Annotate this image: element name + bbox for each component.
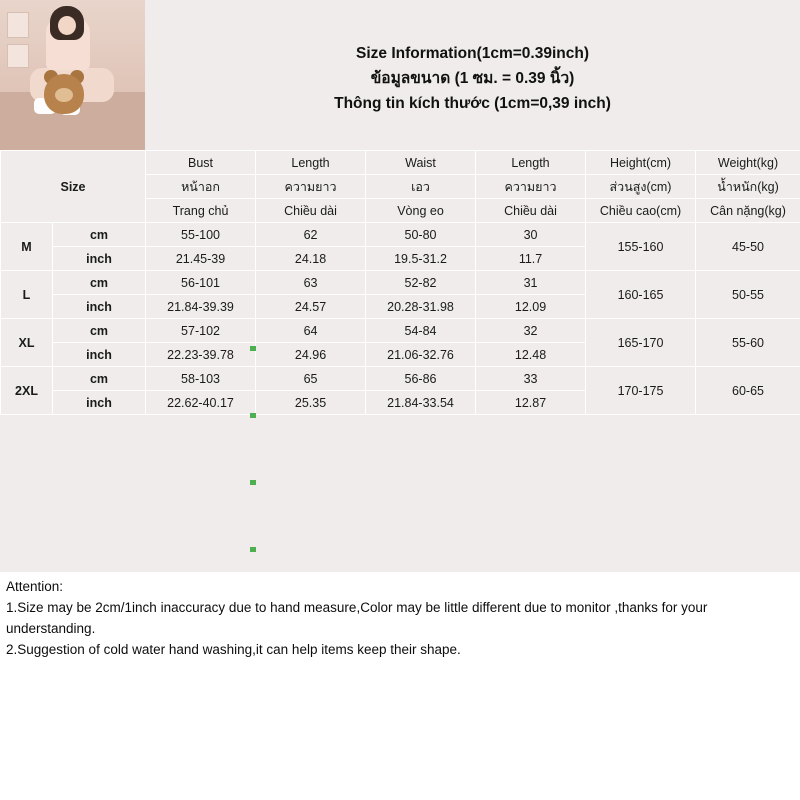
cell-length1-inch-2xl: 25.35	[256, 391, 366, 415]
cell-waist-cm-l: 52-82	[366, 271, 476, 295]
cell-length2-cm-xl: 32	[476, 319, 586, 343]
cell-weight-m: 45-50	[696, 223, 800, 271]
photo-wall-frame-1	[7, 12, 29, 38]
cell-length2-inch-xl: 12.48	[476, 343, 586, 367]
col-header-height-vi: Chiều cao(cm)	[586, 199, 696, 223]
cell-length2-cm-m: 30	[476, 223, 586, 247]
row-unit-inch-xl: inch	[53, 343, 146, 367]
cell-length1-cm-l: 63	[256, 271, 366, 295]
row-unit-cm-l: cm	[53, 271, 146, 295]
header-title-block	[145, 0, 800, 150]
cell-waist-inch-m: 19.5-31.2	[366, 247, 476, 271]
col-header-length2-vi: Chiều dài	[476, 199, 586, 223]
cell-length2-cm-l: 31	[476, 271, 586, 295]
col-header-length1-en: Length	[256, 151, 366, 175]
photo-model-face	[58, 16, 76, 35]
cell-height-2xl: 170-175	[586, 367, 696, 415]
cell-height-l: 160-165	[586, 271, 696, 319]
col-header-bust-th: หน้าอก	[146, 175, 256, 199]
cell-waist-cm-xl: 54-84	[366, 319, 476, 343]
col-header-length1-th: ความยาว	[256, 175, 366, 199]
row-unit-cm-xl: cm	[53, 319, 146, 343]
cell-weight-2xl: 60-65	[696, 367, 800, 415]
col-header-waist-vi: Vòng eo	[366, 199, 476, 223]
cell-length2-inch-m: 11.7	[476, 247, 586, 271]
cell-bust-cm-2xl: 58-103	[146, 367, 256, 391]
col-header-height-en: Height(cm)	[586, 151, 696, 175]
cell-length2-inch-2xl: 12.87	[476, 391, 586, 415]
header-title-en: Size Information(1cm=0.39inch)	[356, 44, 589, 62]
size-table	[0, 150, 800, 415]
col-header-waist-en: Waist	[366, 151, 476, 175]
cell-waist-inch-l: 20.28-31.98	[366, 295, 476, 319]
attention-note	[0, 572, 800, 660]
cell-bust-inch-xl: 22.23-39.78	[146, 343, 256, 367]
cell-length2-inch-l: 12.09	[476, 295, 586, 319]
col-header-bust-vi: Trang chủ	[146, 199, 256, 223]
attention-line-2: understanding.	[6, 621, 96, 636]
cell-weight-l: 50-55	[696, 271, 800, 319]
product-photo	[0, 0, 145, 150]
row-unit-inch-m: inch	[53, 247, 146, 271]
marker-artifact	[250, 413, 256, 418]
cell-bust-inch-l: 21.84-39.39	[146, 295, 256, 319]
photo-bear-face	[55, 88, 73, 102]
cell-length1-inch-l: 24.57	[256, 295, 366, 319]
cell-weight-xl: 55-60	[696, 319, 800, 367]
header-title-th: ข้อมูลขนาด (1 ซม. = 0.39 นิ้ว)	[370, 69, 575, 87]
col-header-bust-en: Bust	[146, 151, 256, 175]
attention-line-1: 1.Size may be 2cm/1inch inaccuracy due to hand measure,Color may be little different due to monitor ,thanks for your	[6, 600, 708, 615]
cell-length1-inch-xl: 24.96	[256, 343, 366, 367]
cell-waist-cm-m: 50-80	[366, 223, 476, 247]
cell-bust-cm-xl: 57-102	[146, 319, 256, 343]
cell-bust-cm-l: 56-101	[146, 271, 256, 295]
size-header-cell: Size	[1, 151, 146, 223]
cell-height-xl: 165-170	[586, 319, 696, 367]
header-band	[0, 0, 800, 150]
row-size-label-l: L	[1, 271, 53, 319]
col-header-weight-th: น้ำหนัก(kg)	[696, 175, 800, 199]
table-row	[1, 223, 800, 247]
attention-line-3: 2.Suggestion of cold water hand washing,it can help items keep their shape.	[6, 642, 461, 657]
row-unit-inch-l: inch	[53, 295, 146, 319]
row-unit-inch-2xl: inch	[53, 391, 146, 415]
cell-length2-cm-2xl: 33	[476, 367, 586, 391]
row-size-label-2xl: 2XL	[1, 367, 53, 415]
photo-wall-frame-2	[7, 44, 29, 68]
cell-length1-cm-2xl: 65	[256, 367, 366, 391]
row-size-label-m: M	[1, 223, 53, 271]
col-header-weight-en: Weight(kg)	[696, 151, 800, 175]
cell-waist-inch-2xl: 21.84-33.54	[366, 391, 476, 415]
col-header-length2-en: Length	[476, 151, 586, 175]
cell-length1-inch-m: 24.18	[256, 247, 366, 271]
cell-waist-inch-xl: 21.06-32.76	[366, 343, 476, 367]
marker-artifact	[250, 346, 256, 351]
cell-length1-cm-xl: 64	[256, 319, 366, 343]
table-row	[1, 271, 800, 295]
col-header-length2-th: ความยาว	[476, 175, 586, 199]
col-header-weight-vi: Cân nặng(kg)	[696, 199, 800, 223]
header-title-vi: Thông tin kích thước (1cm=0,39 inch)	[334, 94, 611, 112]
cell-waist-cm-2xl: 56-86	[366, 367, 476, 391]
cell-height-m: 155-160	[586, 223, 696, 271]
marker-artifact	[250, 480, 256, 485]
table-row	[1, 319, 800, 343]
row-unit-cm-2xl: cm	[53, 367, 146, 391]
attention-title: Attention:	[6, 579, 64, 594]
row-unit-cm-m: cm	[53, 223, 146, 247]
col-header-waist-th: เอว	[366, 175, 476, 199]
marker-artifact	[250, 547, 256, 552]
cell-length1-cm-m: 62	[256, 223, 366, 247]
cell-bust-inch-m: 21.45-39	[146, 247, 256, 271]
table-header-row-en	[1, 151, 800, 175]
col-header-length1-vi: Chiều dài	[256, 199, 366, 223]
cell-bust-cm-m: 55-100	[146, 223, 256, 247]
row-size-label-xl: XL	[1, 319, 53, 367]
table-row	[1, 367, 800, 391]
cell-bust-inch-2xl: 22.62-40.17	[146, 391, 256, 415]
col-header-height-th: ส่วนสูง(cm)	[586, 175, 696, 199]
